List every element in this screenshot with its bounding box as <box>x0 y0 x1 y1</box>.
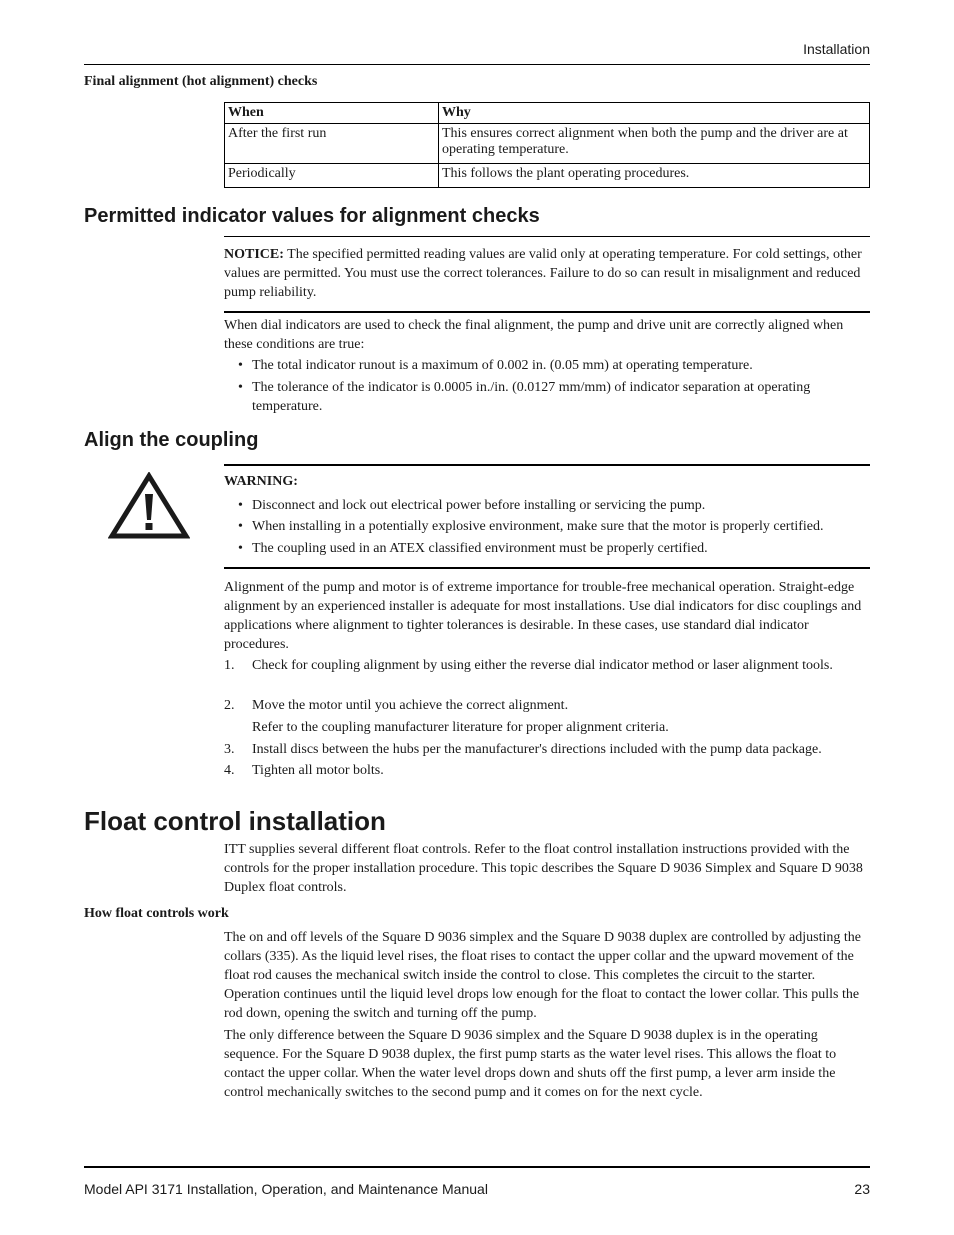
warning-top-rule <box>224 464 870 466</box>
table-cell: Periodically <box>225 164 439 188</box>
bullet-dot: • <box>238 358 243 373</box>
bullet-dot: • <box>238 498 243 513</box>
permitted-intro: When dial indicators are used to check the final alignment, the pump and drive unit are correctly aligned when these conditions are true: <box>224 318 844 352</box>
warning-bottom-rule <box>224 567 870 569</box>
step-number: 4. <box>224 763 235 778</box>
float-subheading: How float controls work <box>84 906 229 921</box>
float-paragraph-2: The only difference between the Square D 9036 simplex and the Square D 9038 duplex is in the operating sequence. For the Square D 9038 duplex, the first pump starts as the water level rises. This allows the float to contact the upper collar. When the water level drops down and shuts off the first pump, a lever arm inside the control mechanically switches to the second pump and it comes on for the next cycle. <box>224 1028 837 1100</box>
footer-title: Model API 3171 Installation, Operation, and Maintenance Manual <box>84 1181 488 1197</box>
step-number: 2. <box>224 698 235 713</box>
step-number: 1. <box>224 658 235 673</box>
footer-rule <box>84 1166 870 1168</box>
table-row <box>225 124 870 164</box>
float-paragraph-1: The on and off levels of the Square D 9036 simplex and the Square D 9038 duplex are controlled by adjusting the collars (335). As the liquid level rises, the float rises to contact the upper collar and the upward movement of the float rod causes the mechanical switch inside the control to close. This completes the circuit to the starter. Operation continues until the liquid level drops low enough for the float to contact the lower collar. This pulls the rod down, opening the switch and turning off the pump. <box>224 930 861 1021</box>
permitted-heading: Permitted indicator values for alignment checks <box>84 205 540 227</box>
warning-label: WARNING: <box>224 474 298 489</box>
final-alignment-table <box>224 102 870 188</box>
notice-paragraph <box>224 245 870 302</box>
table-header-why: Why <box>439 103 870 124</box>
running-header: Installation <box>803 41 870 57</box>
notice-rule <box>224 311 870 313</box>
list-item: When installing in a potentially explosive environment, make sure that the motor is properly certified. <box>252 519 824 534</box>
bullet-dot: • <box>238 541 243 556</box>
step-text: Install discs between the hubs per the manufacturer's directions included with the pump data package. <box>252 742 822 757</box>
notice-text: The specified permitted reading values are valid only at operating temperature. For cold settings, other values are permitted. You must use the correct tolerances. Failure to do so can result in misalignment and reduced pump reliability. <box>224 247 862 300</box>
align-intro: Alignment of the pump and motor is of extreme importance for trouble-free mechanical operation. Straight-edge alignment by an experienced installer is adequate for most installations. Use dial indicators for disc couplings and applications where alignment to tighter tolerances is desirable. In these cases, use standard dial indicator procedures. <box>224 580 862 652</box>
header-rule <box>84 64 870 65</box>
float-heading: Float control installation <box>84 806 386 836</box>
warning-triangle-icon <box>108 472 190 540</box>
list-item: Disconnect and lock out electrical power before installing or servicing the pump. <box>252 498 706 513</box>
section-rule <box>224 236 870 237</box>
step-note: Refer to the coupling manufacturer literature for proper alignment criteria. <box>252 720 669 735</box>
table-header-when: When <box>225 103 439 124</box>
step-number: 3. <box>224 742 235 757</box>
float-intro: ITT supplies several different float controls. Refer to the float control installation instructions provided with the controls for the proper installation procedure. This topic describes the Square D 9036 Simplex and Square D 9038 Duplex float controls. <box>224 842 863 895</box>
table-cell: After the first run <box>225 124 439 164</box>
final-alignment-title: Final alignment (hot alignment) checks <box>84 74 318 89</box>
step-text: Move the motor until you achieve the correct alignment. <box>252 698 569 713</box>
step-text: Check for coupling alignment by using either the reverse dial indicator method or laser alignment tools. <box>252 658 833 673</box>
notice-label: NOTICE: <box>224 247 284 262</box>
page-number: 23 <box>854 1181 870 1197</box>
bullet-dot: • <box>238 380 243 395</box>
table-cell: This follows the plant operating procedures. <box>439 164 870 188</box>
list-item: The coupling used in an ATEX classified environment must be properly certified. <box>252 541 708 556</box>
bullet-dot: • <box>238 519 243 534</box>
list-item: The tolerance of the indicator is 0.0005 in./in. (0.0127 mm/mm) of indicator separation at operating temperature. <box>252 380 811 414</box>
table-cell: This ensures correct alignment when both the pump and the driver are at operating temperature. <box>439 124 870 164</box>
step-text: Tighten all motor bolts. <box>252 763 384 778</box>
table-row <box>225 164 870 188</box>
align-heading: Align the coupling <box>84 429 259 451</box>
list-item: The total indicator runout is a maximum of 0.002 in. (0.05 mm) at operating temperature. <box>252 358 753 373</box>
table-header-row <box>225 103 870 124</box>
